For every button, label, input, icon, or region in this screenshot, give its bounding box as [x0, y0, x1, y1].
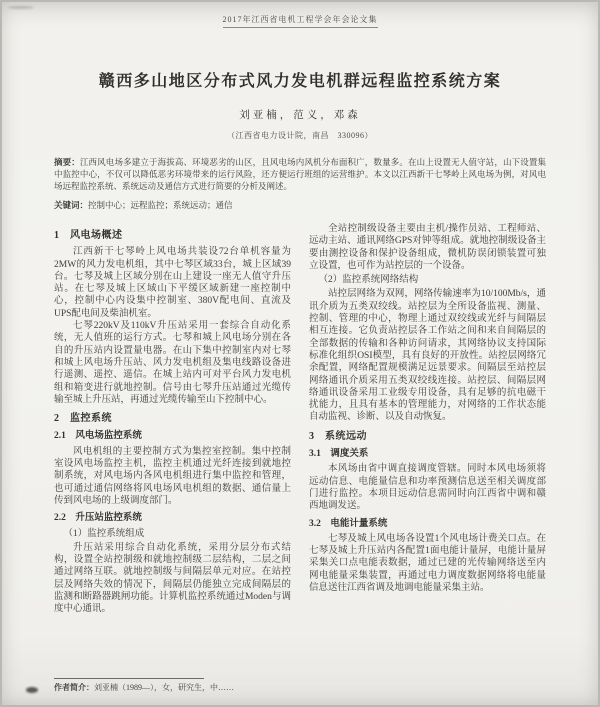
keywords-label: 关键词：: [54, 200, 89, 210]
paragraph: 全站控制级设备主要由主机/操作员站、工程师站、远动主站、通讯网络GPS对钟等组成。就地控制级设备主要由测控设备和保护设备组成，微机防误闭锁装置可独立设置，也可作为站控层的一个设备。: [309, 224, 546, 271]
keywords-block: [54, 199, 546, 211]
abstract-text: 江西风电场多建立于海拔高、环境恶劣的山区，且风电场内风机分布面积广，数量多。在山上设置无人值守站，山下设置集中监控中心，不仅可以降低恶劣环境带来的运行风险，还方便运行班组的运营维护。本文以江西新干七琴岭上风电场为例，对风电场远程监控系统、系统远动及通信方式进行简要的分析及阐述。: [54, 157, 546, 191]
footnote-text-line: [54, 682, 546, 693]
subsection-heading: 2.2 升压站监控系统: [54, 513, 142, 524]
paragraph: 升压站采用综合自动化系统，采用分层分布式结构，设置全站控制级和就地控制级二层结构，二层之间通过网络互联。就地控制级与间隔层单元对应。在站控层及网络失效的情况下，间隔层仍能独立完成间隔层的监测和断路器跳闸功能。计算机监控系统通过Moden与调度中心通讯。: [54, 542, 291, 615]
author-footnote: [54, 678, 546, 693]
footnote-rule: [54, 678, 204, 679]
keywords-text: 控制中心；远程监控；系统远动；通信: [88, 200, 233, 210]
abstract-block: [54, 156, 546, 192]
running-head: 2017年江西省电机工程学会年会论文集: [223, 14, 378, 28]
paragraph: 江西新干七琴岭上风电场共装设72台单机容量为2MW的风力发电机组，其中七琴区域33台，城上区域39台。七琴及城上区域分别在山上建设一座无人值守升压站。在七琴及城上区域山下平缓区域新建一座控制中心，控制中心内设集中控制室、380V配电间、直流及UPS配电间及柴油机室。: [54, 247, 291, 319]
clause-heading: （2）监控系统网络结构: [318, 275, 419, 286]
two-column-body: [54, 223, 546, 655]
section-heading: 3 系统远动: [309, 430, 367, 442]
paragraph: 七琴及城上风电场各设置1个风电场计费关口点。在七琴及城上升压站内各配置1面电能计量屏，电能计量屏采集关口点电能表数据，通过已建的光传输网络送至内网电能量采集装置，再通过电力调度数据网络将电能量信息送往江西省调及地调电能量采集主站。: [309, 533, 546, 594]
left-column: [54, 223, 291, 655]
abstract-label: 摘要：: [54, 157, 80, 167]
authors-line: 刘亚楠，范义，邓森: [239, 110, 361, 121]
scan-artifact: [8, 6, 34, 9]
clause-heading: （1）监控系统组成: [63, 528, 145, 539]
subsection-heading: 3.1 调度关系: [309, 449, 369, 460]
scan-artifact: [26, 687, 38, 693]
paragraph: 本风场由省中调直接调度管辖。同时本风电场须将远动信息、电能量信息和功率预测信息送至相关调度部门进行监控。本项目远动信息需同时向江西省中调和赣西地调发送。: [309, 464, 546, 512]
paper-title: 赣西多山地区分布式风力发电机群远程监控系统方案: [98, 73, 502, 90]
section-heading: 1 风电场概述: [54, 230, 123, 241]
subsection-heading: 2.1 风电场监控系统: [54, 431, 142, 442]
right-column: [309, 223, 546, 655]
footnote-label: 作者简介：: [54, 683, 94, 692]
paragraph: 七琴220kV及110kV升压站采用一套综合自动化系统，无人值班的运行方式。七琴和城上风电场分别在各自的升压站内设置量电器。在山下集中控制室内对七琴和城上风电场升压站、风力发电机组及集电线路设备进行遥测、遥控、遥信。在城上站内可对平台风力发电机组和箱变进行就地控制。信号由七琴升压站通过光缆传输至城上升压站，再通过光缆传输至山下控制中心。: [54, 321, 291, 405]
affiliation-line: （江西省电力设计院，南昌 330096）: [227, 131, 373, 140]
paragraph: 站控层网络为双网，网络传输速率为10/100Mb/s，通讯介质为五类双绞线。站控层为全所设备监视、测量、控制、管理的中心，物理上通过双绞线或光纤与间隔层相互连接。它负责站控层各工作站之间和来自间隔层的全部数据的传输和各种访问请求，其网络协议支持国际标准化组织OSI模型，具有良好的开放性。站控层网络冗余配置，网络配置规模满足远景要求。间隔层至站控层网络通讯介质采用五类双绞线连接。站控层、间隔层网络通讯设备采用工业级专用设备，具有足够的抗电磁干扰能力，且具有基本的管理能力，对网络的工作状态能自动监视、诊断、以及自动恢复。: [309, 289, 546, 423]
paragraph: 风电机组的主要控制方式为集控室控制。集中控制室设风电场监控主机，监控主机通过光纤连接到就地控制系统，对风电场内各风电机组进行集中监控和管理，也可通过通信网络将风电场风电机组的数据、通信量上传到风电场的上级调度部门。: [54, 446, 291, 506]
footnote-text: 刘亚楠（1989—），女，研究生，中……: [94, 683, 234, 692]
subsection-heading: 3.2 电能计量系统: [309, 518, 388, 529]
scanned-paper-page: [2, 2, 598, 705]
section-heading: 2 监控系统: [54, 413, 112, 425]
